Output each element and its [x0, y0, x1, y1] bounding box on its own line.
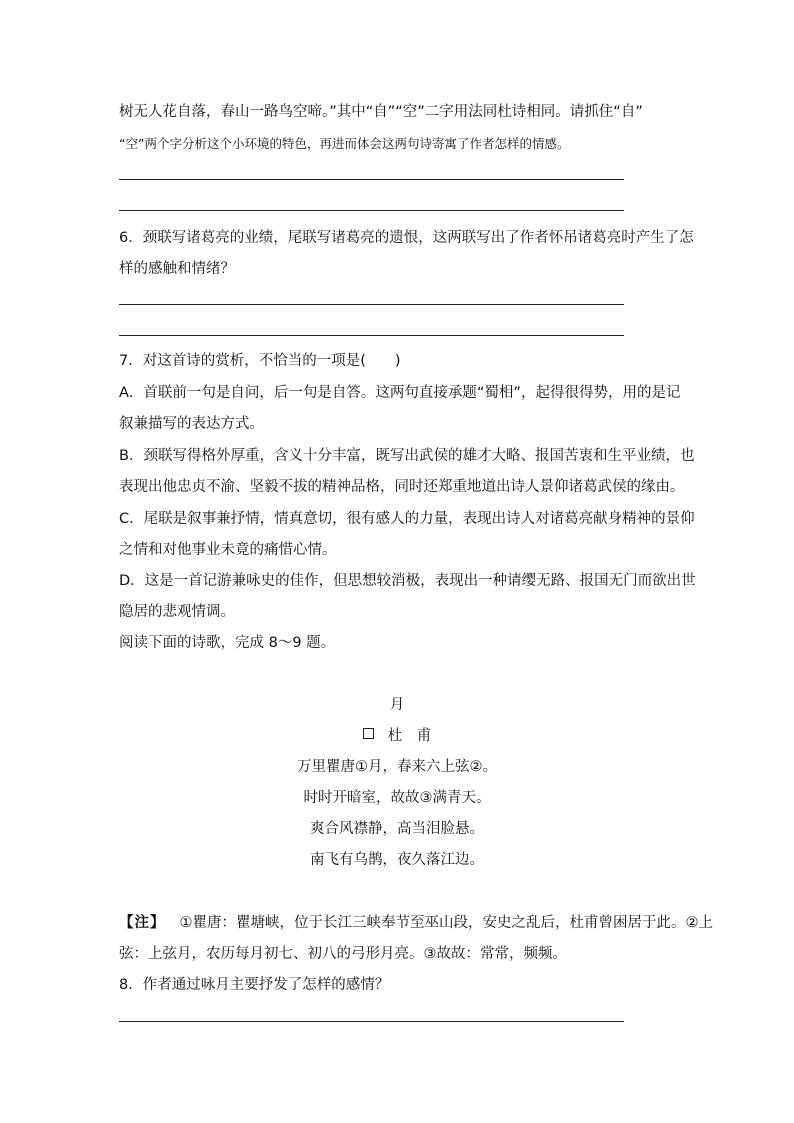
- poem-line: 万里瞿唐①月，春来六上弦②。: [297, 759, 497, 775]
- note-text: ①瞿唐：瞿塘峡，位于长江三峡奉节至巫山段，安史之乱后，杜甫曾困居于此。②上: [179, 915, 713, 931]
- q7-stem: 7．对这首诗的赏析，不恰当的一项是( ): [119, 353, 401, 369]
- answer-line: [119, 210, 624, 211]
- answer-line: [119, 335, 624, 336]
- poem-line: 南飞有乌鹊，夜久落江边。: [310, 852, 484, 868]
- note-line-1: [119, 913, 713, 933]
- q7-option-b-line-1: B．颈联写得格外厚重，含义十分丰富，既写出武侯的雄才大略、报国苦衷和生平业绩，也: [119, 448, 695, 464]
- q6-line-2: 样的感触和情绪？: [119, 261, 235, 277]
- note-line-2: 弦：上弦月，农历每月初七、初八的弓形月亮。③故故：常常，频频。: [119, 946, 567, 962]
- answer-line: [119, 179, 624, 180]
- intro-line-2: “空”两个字分析这个小环境的特色，再进而体会这两句诗寄寓了作者怎样的情感。: [119, 136, 570, 151]
- q8-stem: 8．作者通过咏月主要抒发了怎样的感情？: [119, 977, 390, 993]
- q7-option-a-line-2: 叙兼描写的表达方式。: [119, 416, 264, 432]
- poem-line: 时时开暗室，故故③满青天。: [303, 790, 491, 806]
- answer-line: [119, 304, 624, 305]
- q7-option-b-line-2: 表现出他忠贞不渝、坚毅不拔的精神品格，同时还郑重地道出诗人景仰诸葛武侯的缘由。: [119, 479, 685, 495]
- q7-option-a-line-1: A．首联前一句是自问，后一句是自答。这两句直接承题“蜀相”，起得很得势，用的是记: [119, 385, 681, 401]
- intro-line-1: 树无人花自落，春山一路鸟空啼。”其中“自”“空”二字用法同杜诗相同。请抓住“自”: [119, 104, 643, 120]
- q7-option-c-line-1: C．尾联是叙事兼抒情，情真意切，很有感人的力量，表现出诗人对诸葛亮献身精神的景仰: [119, 511, 695, 527]
- poem-author-line: [0, 726, 794, 746]
- poem-line: 爽合风襟静，高当泪脸悬。: [310, 821, 484, 837]
- q7-option-d-line-2: 隐居的悲观情调。: [119, 604, 235, 620]
- poem-author: 杜 甫: [387, 728, 432, 744]
- placeholder-box-icon: [363, 728, 374, 739]
- q7-option-c-line-2: 之情和对他事业未竟的痛惜心情。: [119, 542, 337, 558]
- q7-option-d-line-1: D．这是一首记游兼咏史的佳作，但思想较消极，表现出一种请缨无路、报国无门而欲出世: [119, 573, 696, 589]
- reading-instruction: 阅读下面的诗歌，完成 8～9 题。: [119, 635, 336, 651]
- answer-line: [119, 1021, 624, 1022]
- poem-title: 月: [389, 697, 405, 713]
- note-label: 【注】: [119, 915, 166, 931]
- q6-line-1: 6．颈联写诸葛亮的业绩，尾联写诸葛亮的遗恨，这两联写出了作者怀吊诸葛亮时产生了怎: [119, 230, 694, 246]
